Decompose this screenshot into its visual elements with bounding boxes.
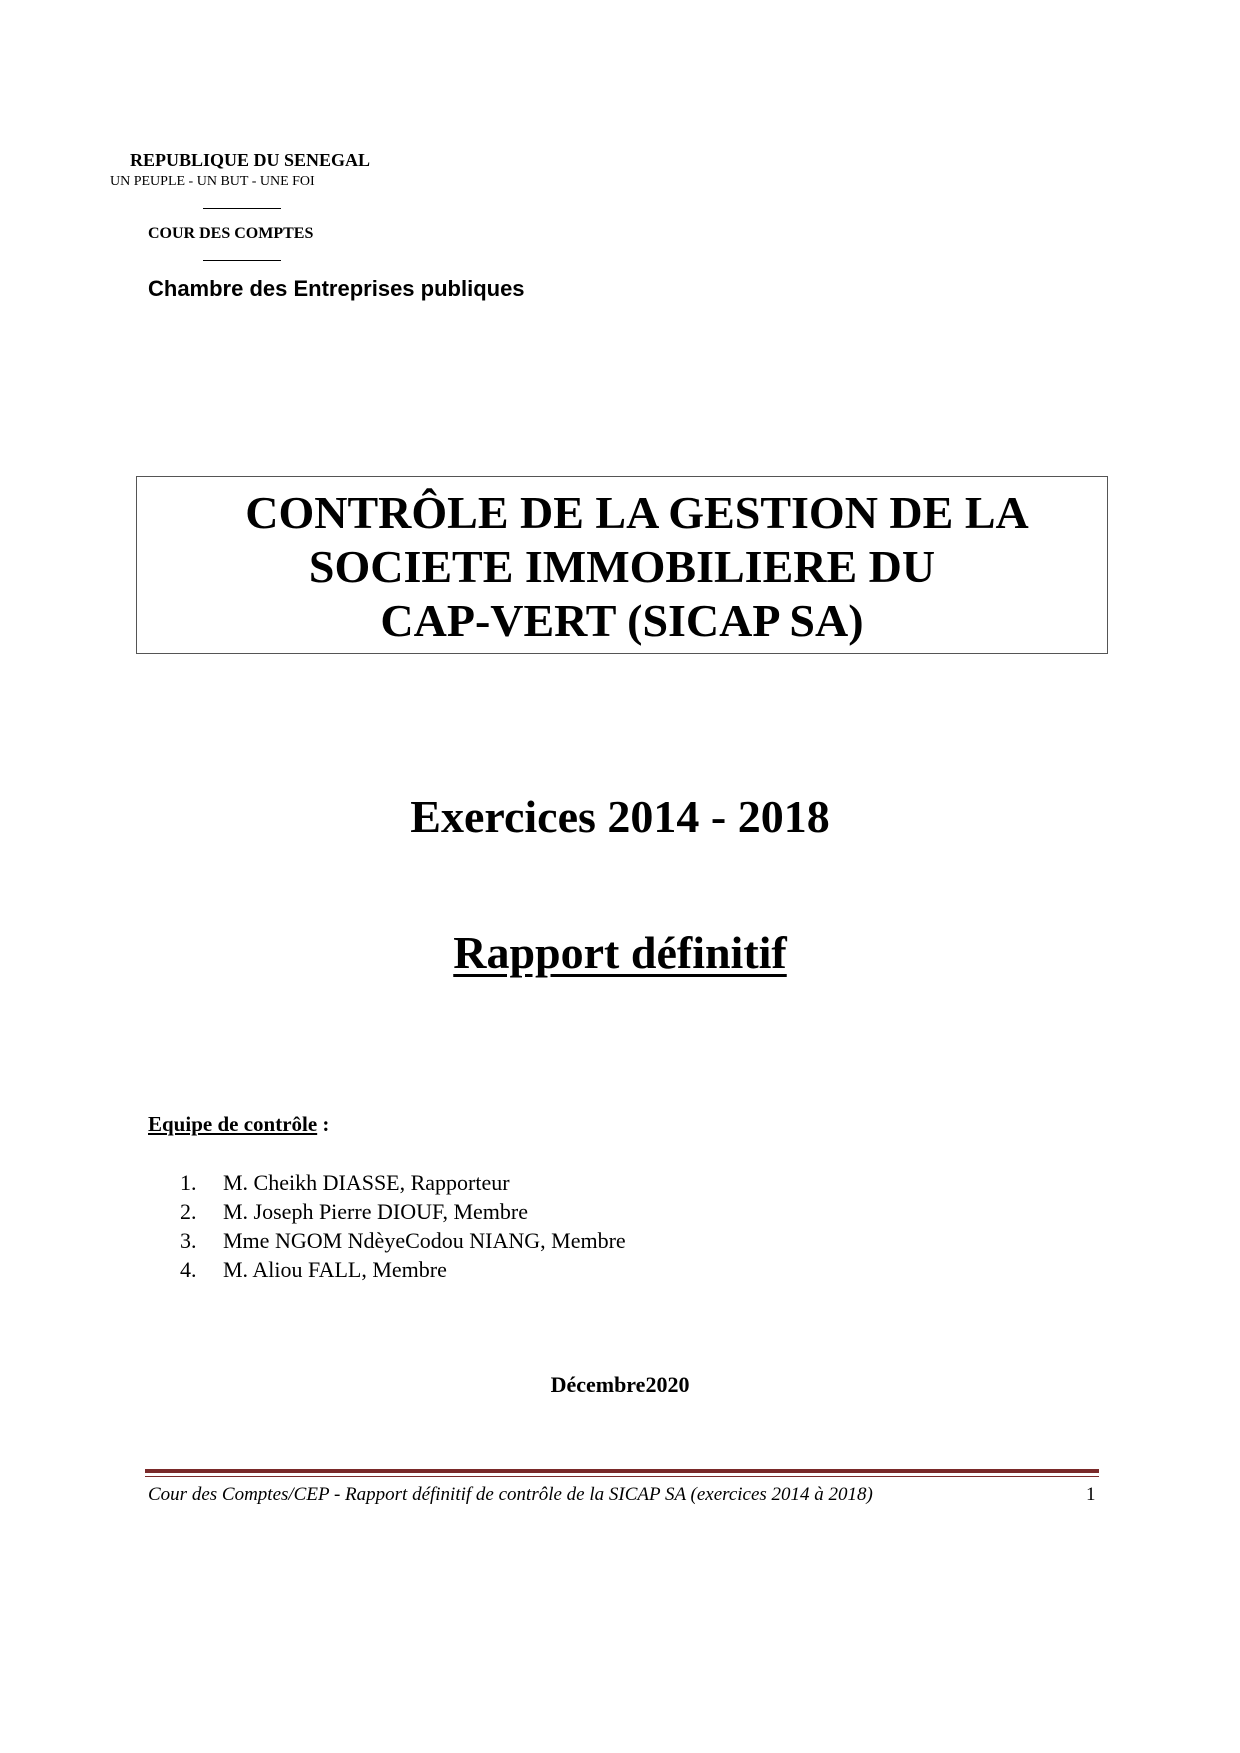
list-item [180, 1168, 626, 1197]
court-name: COUR DES COMPTES [148, 225, 314, 242]
header-divider [203, 260, 281, 261]
list-item [180, 1197, 626, 1226]
report-date: Décembre2020 [550, 1372, 690, 1397]
team-label-suffix: : [317, 1112, 330, 1136]
list-item [180, 1226, 626, 1255]
report-title-line: CAP-VERT (SICAP SA) [380, 595, 864, 646]
report-type-heading: Rapport définitif [453, 927, 787, 978]
report-title-box [136, 476, 1108, 654]
republic-title: REPUBLIQUE DU SENEGAL [130, 150, 371, 170]
footer-rule [145, 1469, 1099, 1473]
team-list [180, 1168, 626, 1284]
list-number: 3. [180, 1228, 197, 1253]
team-label [148, 1112, 329, 1137]
page-number: 1 [1086, 1484, 1096, 1505]
report-title-line: SOCIETE IMMOBILIERE DU [308, 541, 936, 592]
report-title-line: CONTRÔLE DE LA GESTION DE LA [245, 487, 1029, 538]
team-label-text: Equipe de contrôle [148, 1112, 318, 1136]
list-number: 2. [180, 1199, 197, 1224]
list-item [180, 1255, 626, 1284]
list-number: 1. [180, 1170, 197, 1195]
chamber-name: Chambre des Entreprises publiques [148, 276, 525, 301]
team-member: M. Joseph Pierre DIOUF, Membre [223, 1199, 528, 1224]
national-motto: UN PEUPLE - UN BUT - UNE FOI [110, 174, 315, 189]
footer-text: Cour des Comptes/CEP - Rapport définitif de contrôle de la SICAP SA (exercices 2014 à 2018) [148, 1484, 873, 1505]
list-number: 4. [180, 1257, 197, 1282]
team-member: M. Cheikh DIASSE, Rapporteur [223, 1170, 510, 1195]
fiscal-years-heading: Exercices 2014 - 2018 [410, 791, 830, 842]
header-divider [203, 208, 281, 209]
team-member: Mme NGOM NdèyeCodou NIANG, Membre [223, 1228, 626, 1253]
footer-rule [145, 1476, 1099, 1477]
team-member: M. Aliou FALL, Membre [223, 1257, 447, 1282]
